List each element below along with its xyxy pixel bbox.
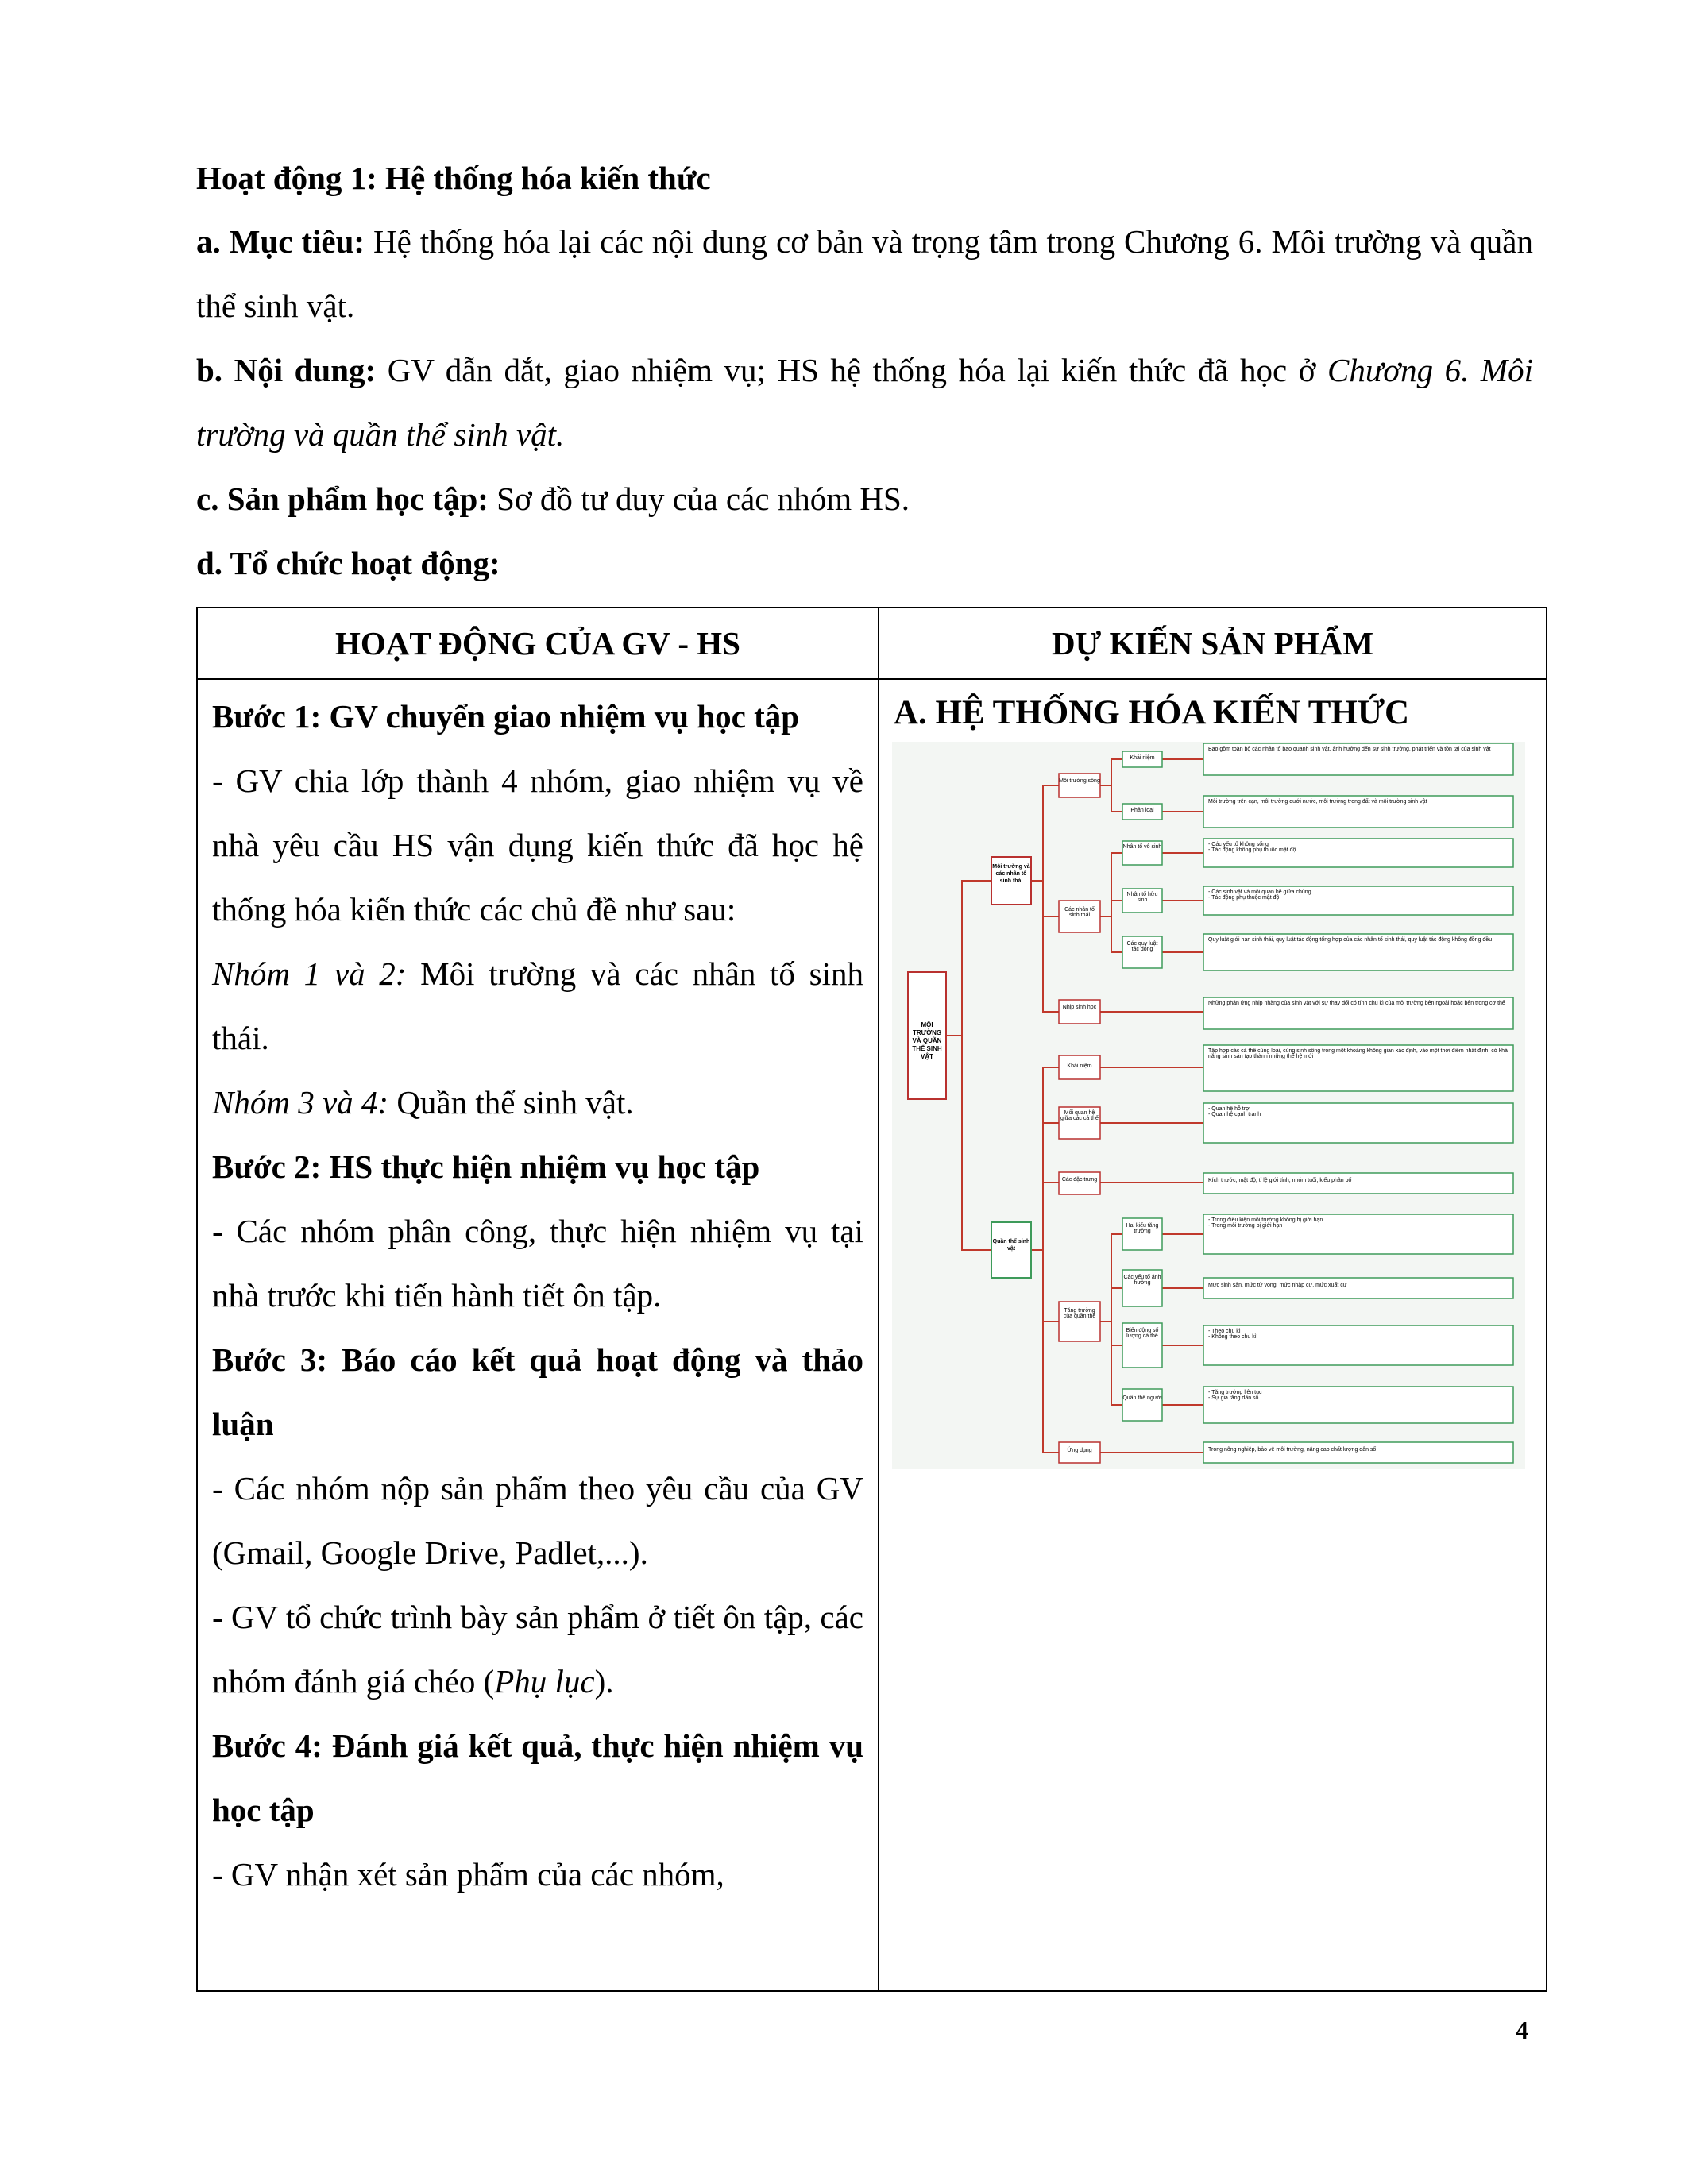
mindmap-root xyxy=(908,972,946,1099)
text-nhip-sinh-hoc: Những phản ứng nhịp nhàng của sinh vật với sự thay đổi có tính chu kì của môi trường bên ngoài hoặc bên trong cơ thể xyxy=(1203,997,1513,1029)
node-khai-niem-2: Khái niệm xyxy=(1059,1055,1100,1079)
content-text: GV dẫn dắt, giao nhiệm vụ; HS hệ thống hóa lại kiến thức đã học ở xyxy=(376,352,1328,388)
node-moi-quan-he: Mối quan hệ giữa các cá thể xyxy=(1059,1107,1100,1139)
text-bien-dong: - Theo chu kì - Không theo chu kì xyxy=(1203,1325,1513,1365)
text-quy-luat: Quy luật giới hạn sinh thái, quy luật tác động tổng hợp của các nhân tố sinh thái, quy luật tác động không đồng đều xyxy=(1203,934,1513,970)
node-vo-sinh: Nhân tố vô sinh xyxy=(1122,841,1162,865)
text-phan-loai: Môi trường trên cạn, môi trường dưới nước, môi trường trong đất và môi trường sinh vật xyxy=(1203,796,1513,828)
node-tang-truong: Tăng trưởng của quần thể xyxy=(1059,1302,1100,1341)
mindmap-diagram xyxy=(892,742,1525,1469)
step4-title: Bước 4: Đánh giá kết quả, thực hiện nhiệm vụ học tập xyxy=(212,1727,863,1828)
text-yeu-to: Mức sinh sản, mức tử vong, mức nhập cư, mức xuất cư xyxy=(1203,1278,1513,1298)
activity-heading: Hoạt động 1: Hệ thống hóa kiến thức xyxy=(196,160,711,196)
node-quy-luat: Các quy luật tác động xyxy=(1122,936,1162,968)
node-ung-dung: Ứng dụng xyxy=(1059,1442,1100,1463)
node-khai-niem-1: Khái niệm xyxy=(1122,751,1162,767)
group12-line: Nhóm 1 và 2: Môi trường và các nhân tố sinh thái. xyxy=(212,955,863,1056)
node-moi-truong-song: Môi trường sống xyxy=(1059,774,1100,797)
products-cell xyxy=(879,679,1547,1991)
node-hai-kieu: Hai kiểu tăng trưởng xyxy=(1122,1218,1162,1250)
node-yeu-to: Các yếu tố ảnh hưởng xyxy=(1122,1270,1162,1306)
products-title: A. HỆ THỐNG HÓA KIẾN THỨC xyxy=(894,694,1410,731)
step2-title: Bước 2: HS thực hiện nhiệm vụ học tập xyxy=(212,1148,760,1185)
step1-text: - GV chia lớp thành 4 nhóm, giao nhiệm vụ về nhà yêu cầu HS vận dụng kiến thức đã học hệ thống hóa kiến thức các chủ đề như sau: xyxy=(212,762,863,928)
mindmap-svg xyxy=(892,742,1525,1469)
node-dac-trung: Các đặc trưng xyxy=(1059,1172,1100,1194)
node-phan-loai: Phân loại xyxy=(1122,804,1162,820)
col-header-products: DỰ KIẾN SẢN PHẨM xyxy=(879,608,1547,679)
col-header-activities: HOẠT ĐỘNG CỦA GV - HS xyxy=(197,608,879,679)
node-cac-nhan-to: Các nhân tố sinh thái xyxy=(1059,901,1100,932)
organization-paragraph xyxy=(196,531,1533,596)
product-text: Sơ đồ tư duy của các nhóm HS. xyxy=(488,480,910,517)
branch1-label: Môi trường và các nhân tố sinh thái xyxy=(992,864,1030,884)
step3-text2: - GV tổ chức trình bày sản phẩm ở tiết ôn tập, các nhóm đánh giá chéo (Phụ lục). xyxy=(212,1599,863,1700)
node-bien-dong: Biến động số lượng cá thể xyxy=(1122,1323,1162,1368)
mindmap-branch-population xyxy=(991,1222,1031,1278)
text-khai-niem-1: Bao gồm toàn bộ các nhân tố bao quanh sinh vật, ảnh hưởng đến sự sinh trưởng, phát triển và tồn tại của sinh vật xyxy=(1203,743,1513,775)
text-vo-sinh: - Các yếu tố không sống - Tác động không phụ thuộc mật độ xyxy=(1203,839,1513,867)
text-ung-dung: Trong nông nghiệp, bảo vệ môi trường, nâng cao chất lượng dân số xyxy=(1203,1442,1513,1463)
product-label: c. Sản phẩm học tập: xyxy=(196,480,489,517)
text-hai-kieu: - Trong điều kiện môi trường không bị giới hạn - Trong môi trường bị giới hạn xyxy=(1203,1214,1513,1254)
text-huu-sinh: - Các sinh vật và mối quan hệ giữa chúng - Tác động phụ thuộc mật độ xyxy=(1203,886,1513,915)
activity-table xyxy=(196,607,1547,1992)
objective-label: a. Mục tiêu: xyxy=(196,223,365,260)
root-label: MÔI TRƯỜNG VÀ QUẦN THỂ SINH VẬT xyxy=(912,1021,942,1060)
objective-paragraph xyxy=(196,210,1533,338)
text-quan-the-nguoi: - Tăng trưởng liên tục - Sự gia tăng dân số xyxy=(1203,1387,1513,1423)
page-number: 4 xyxy=(1516,2016,1528,2044)
branch2-label: Quần thể sinh vật xyxy=(992,1239,1030,1252)
content-paragraph xyxy=(196,338,1533,467)
step4-text: - GV nhận xét sản phẩm của các nhóm, xyxy=(212,1856,724,1893)
step3-title: Bước 3: Báo cáo kết quả hoạt động và thảo luận xyxy=(212,1341,863,1442)
activities-cell xyxy=(197,679,879,1991)
mindmap-connectors xyxy=(946,759,1203,1453)
step2-text: - Các nhóm phân công, thực hiện nhiệm vụ tại nhà trước khi tiến hành tiết ôn tập. xyxy=(212,1213,863,1314)
mindmap-branch-environment xyxy=(991,857,1031,905)
node-nhip-sinh-hoc: Nhịp sinh học xyxy=(1059,1000,1100,1024)
text-moi-quan-he: - Quan hệ hỗ trợ - Quan hệ cạnh tranh xyxy=(1203,1103,1513,1143)
group34-line: Nhóm 3 và 4: Quần thể sinh vật. xyxy=(212,1084,634,1121)
product-paragraph xyxy=(196,467,1533,531)
organization-label: d. Tổ chức hoạt động: xyxy=(196,545,500,581)
text-dac-trung: Kích thước, mật độ, tỉ lệ giới tính, nhóm tuổi, kiểu phân bố xyxy=(1203,1173,1513,1194)
content-italic: Chương 6. Môi trường và quần thể sinh vật. xyxy=(196,352,1533,453)
node-huu-sinh: Nhân tố hữu sinh xyxy=(1122,889,1162,913)
text-khai-niem-2: Tập hợp các cá thể cùng loài, cùng sinh sống trong một khoảng không gian xác định, vào một thời điểm nhất định, có khả năng sinh sản tạo thành những thế hệ mới xyxy=(1203,1045,1513,1091)
node-quan-the-nguoi: Quần thể người xyxy=(1122,1389,1162,1421)
content-label: b. Nội dung: xyxy=(196,352,377,388)
step1-title: Bước 1: GV chuyển giao nhiệm vụ học tập xyxy=(212,698,800,735)
objective-text: Hệ thống hóa lại các nội dung cơ bản và trọng tâm trong Chương 6. Môi trường và quần thể sinh vật. xyxy=(196,223,1533,324)
step3-text1: - Các nhóm nộp sản phẩm theo yêu cầu của GV (Gmail, Google Drive, Padlet,...). xyxy=(212,1470,863,1571)
